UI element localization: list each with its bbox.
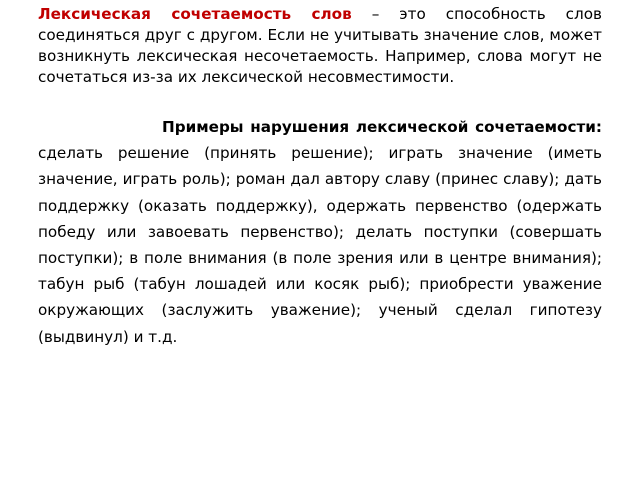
definition-term: Лексическая сочетаемость слов (38, 5, 352, 23)
examples-paragraph (38, 114, 602, 350)
examples-heading: Примеры нарушения лексической сочетаемости: (162, 118, 602, 136)
slide-content (38, 4, 602, 350)
definition-text: – это способность слов соединяться друг с другом. Если не учитывать значение слов, может возникнуть лексическая несочетаемость. Например, слова могут не сочетаться из-за их лексической несовместимости. (38, 5, 602, 86)
definition-paragraph (38, 4, 602, 88)
examples-text: сделать решение (принять решение); играть значение (иметь значение, играть роль); роман дал автору славу (принес славу); дать поддержку (оказать поддержку), одержать первенство (одержать победу или завоевать первенство); делать поступки (совершать поступки); в поле внимания (в поле зрения или в центре внимания); табун рыб (табун лошадей или косяк рыб); приобрести уважение окружающих (заслужить уважение); ученый сделал гипотезу (выдвинул) и т.д. (38, 144, 602, 346)
